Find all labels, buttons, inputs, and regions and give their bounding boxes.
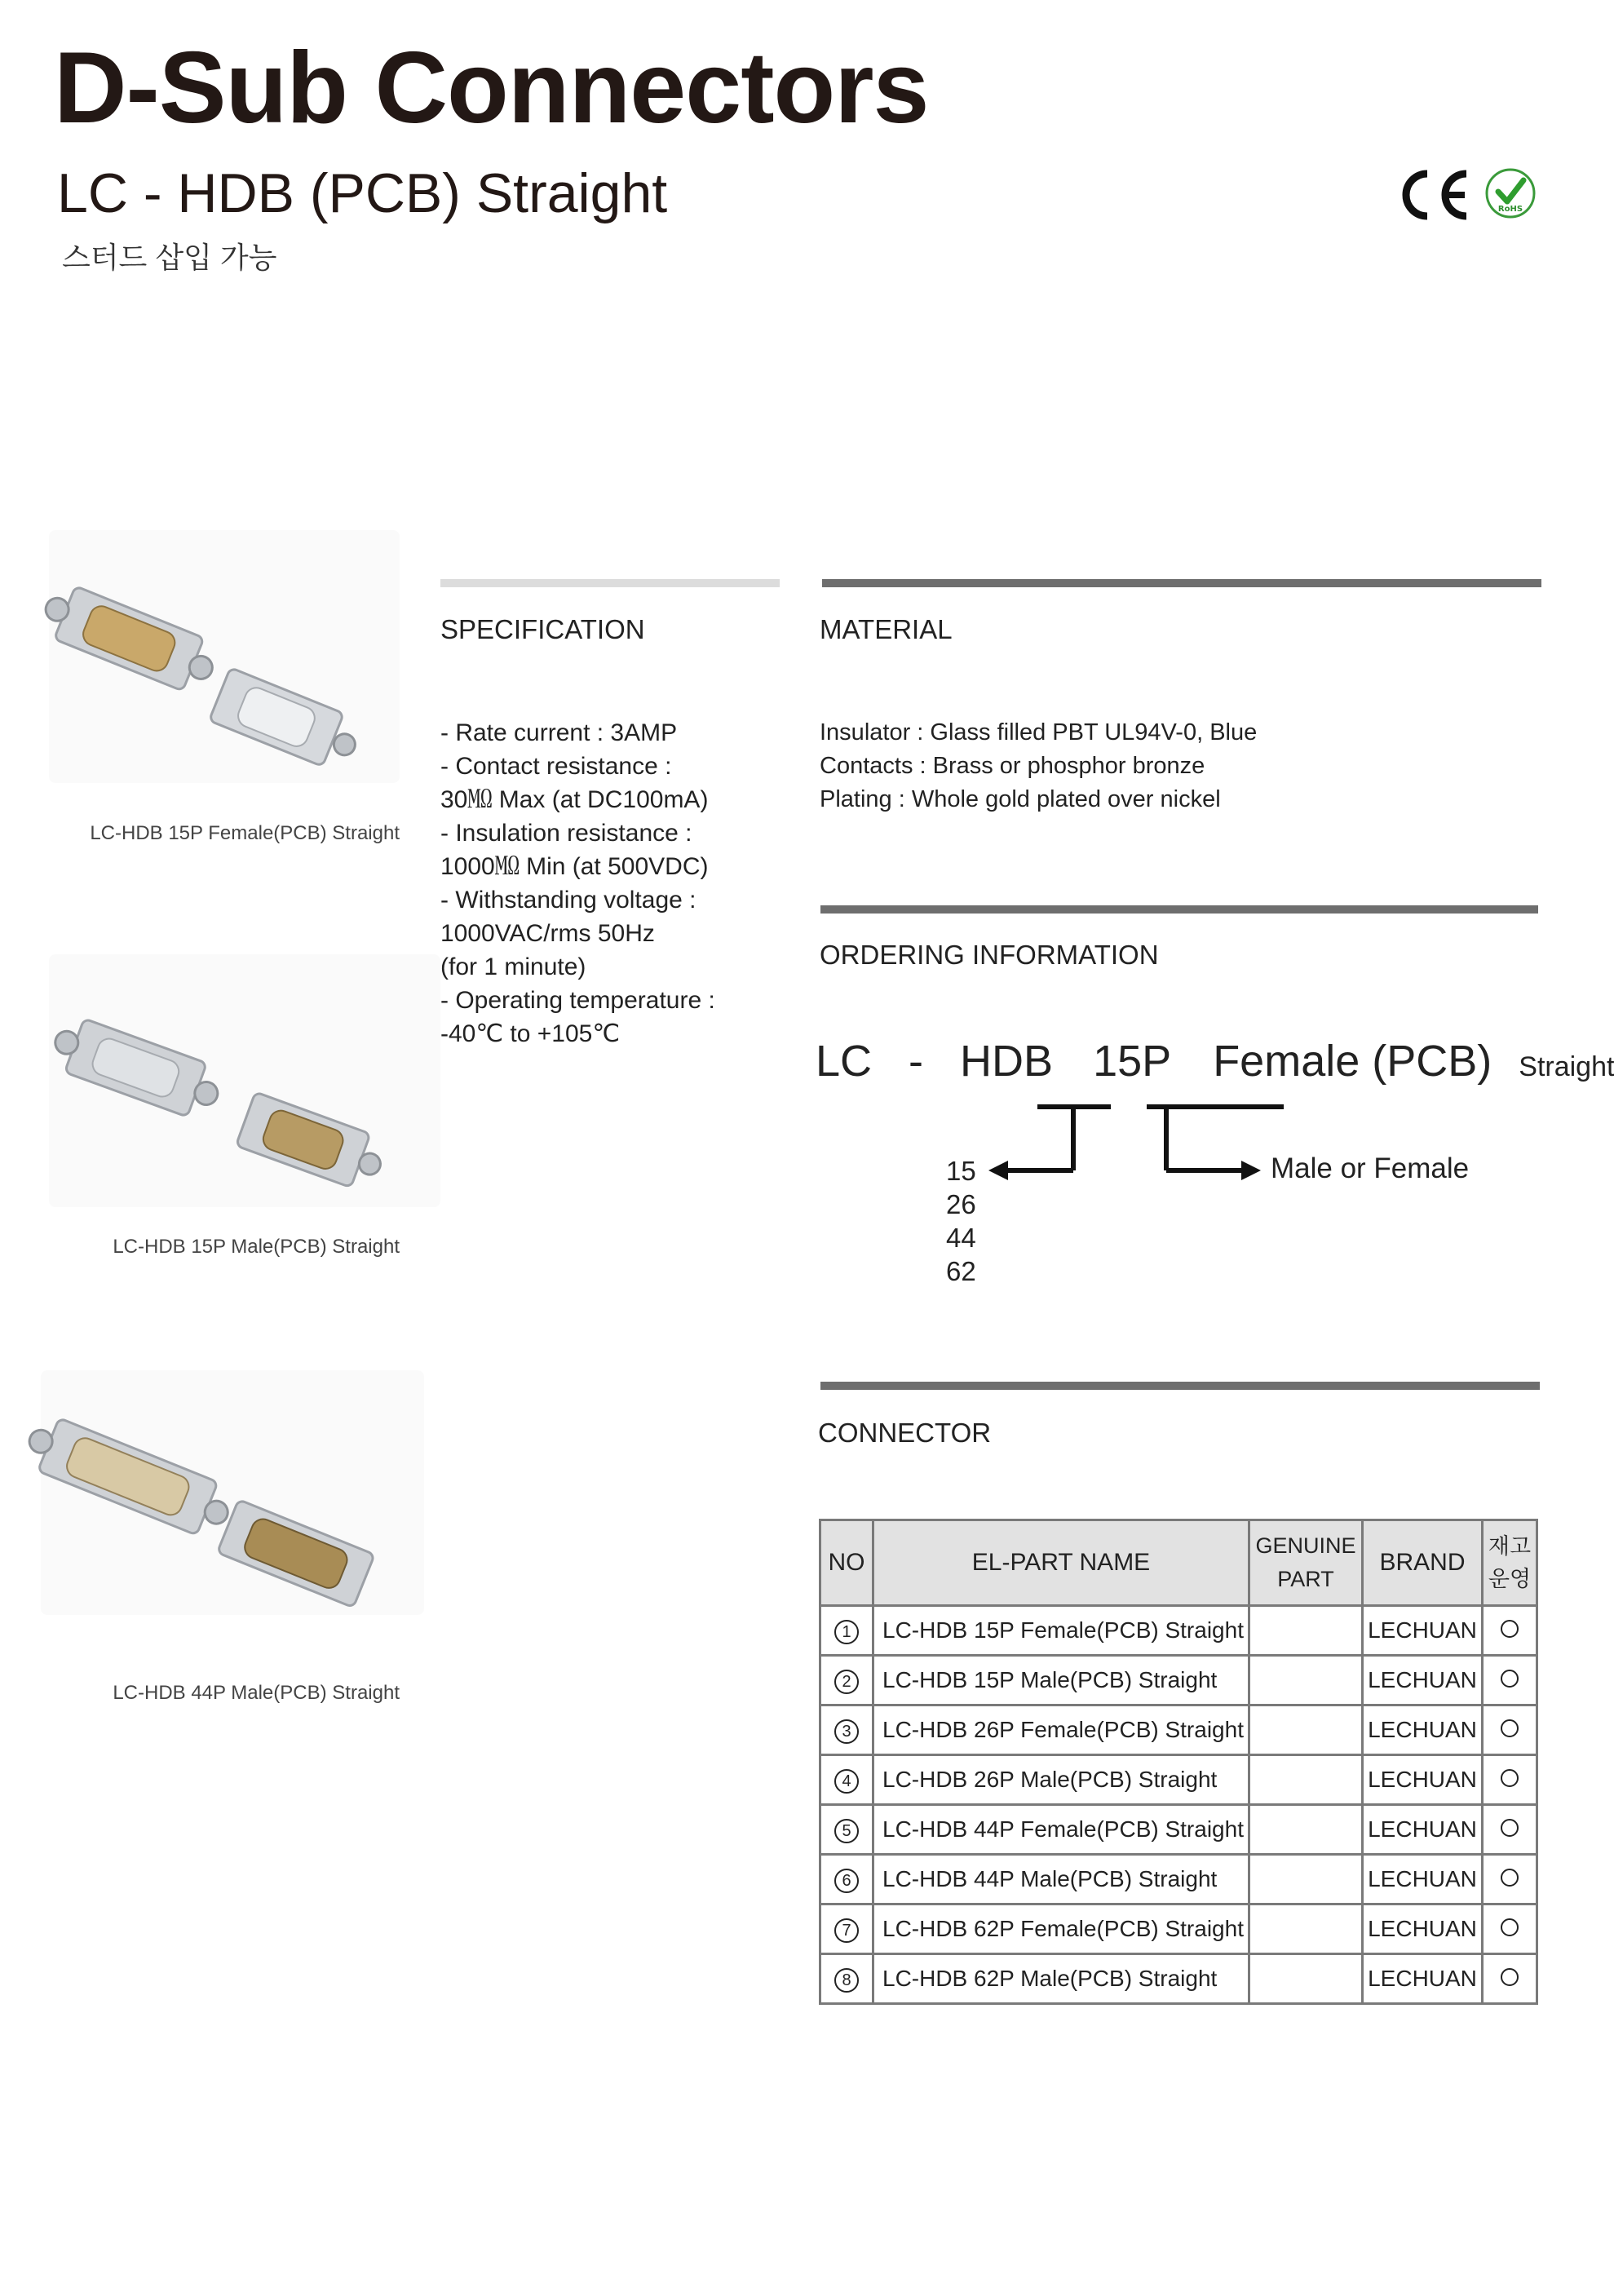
genuine-part-cell xyxy=(1249,1855,1363,1904)
product-image-15p-male xyxy=(49,954,440,1207)
ordering-code xyxy=(816,1036,1614,1086)
pin-option: 62 xyxy=(946,1256,976,1286)
col-header-part-name: EL-PART NAME xyxy=(873,1520,1249,1606)
gender-note: Male or Female xyxy=(1271,1152,1470,1184)
spec-line: (for 1 minute) xyxy=(440,953,586,980)
stock-cell xyxy=(1483,1755,1537,1805)
col-header-operation-line: 운영 xyxy=(1488,1567,1532,1591)
material-line: Insulator : Glass filled PBT UL94V-0, Blue xyxy=(820,719,1258,745)
col-header-genuine-line: GENUINE xyxy=(1255,1533,1356,1558)
col-header-stock xyxy=(1483,1520,1537,1606)
brand-cell: LECHUAN xyxy=(1363,1904,1483,1954)
ordering-heading: ORDERING INFORMATION xyxy=(820,940,1159,970)
table-row xyxy=(820,1904,1537,1954)
stock-circle-icon xyxy=(1501,1918,1519,1936)
divider xyxy=(820,905,1538,914)
product-image-44p-male xyxy=(41,1370,424,1615)
genuine-part-cell xyxy=(1249,1705,1363,1755)
pin-count-options xyxy=(946,1154,976,1288)
stock-cell xyxy=(1483,1656,1537,1705)
product-image-15p-female xyxy=(49,530,400,783)
table-row xyxy=(820,1855,1537,1904)
row-number: 5 xyxy=(820,1805,873,1855)
spec-line: -40℃ to +105℃ xyxy=(440,1020,621,1047)
table-row xyxy=(820,1954,1537,2004)
col-header-genuine-part xyxy=(1249,1520,1363,1606)
material-line: Plating : Whole gold plated over nickel xyxy=(820,786,1221,812)
stock-cell xyxy=(1483,1954,1537,2004)
genuine-part-cell xyxy=(1249,1656,1363,1705)
product-subtitle: LC - HDB (PCB) Straight xyxy=(57,162,668,224)
spec-line: - Withstanding voltage : xyxy=(440,887,696,914)
part-name-cell: LC-HDB 15P Male(PCB) Straight xyxy=(873,1656,1249,1705)
stock-circle-icon xyxy=(1501,1719,1519,1737)
spec-line: 1000㏁ Min (at 500VDC) xyxy=(440,853,709,880)
product-caption: LC-HDB 15P Male(PCB) Straight xyxy=(113,1236,400,1258)
code-prefix: LC xyxy=(816,1037,873,1086)
ce-mark-icon xyxy=(1395,167,1473,232)
specification-list xyxy=(440,716,715,1051)
code-pins: 15P xyxy=(1093,1037,1172,1086)
stud-insert-note: 스터드 삽입 가능 xyxy=(62,241,277,274)
spec-line: 1000VAC/rms 50Hz xyxy=(440,920,655,947)
rohs-mark-icon xyxy=(1484,167,1537,219)
row-number: 2 xyxy=(820,1656,873,1705)
brand-cell: LECHUAN xyxy=(1363,1954,1483,2004)
row-number: 8 xyxy=(820,1954,873,2004)
stock-circle-icon xyxy=(1501,1968,1519,1986)
brand-cell: LECHUAN xyxy=(1363,1705,1483,1755)
brand-cell: LECHUAN xyxy=(1363,1656,1483,1705)
part-name-cell: LC-HDB 26P Male(PCB) Straight xyxy=(873,1755,1249,1805)
genuine-part-cell xyxy=(1249,1904,1363,1954)
pin-option: 15 xyxy=(946,1156,976,1186)
material-line: Contacts : Brass or phosphor bronze xyxy=(820,753,1205,779)
code-style: Straight xyxy=(1519,1051,1614,1082)
col-header-no: NO xyxy=(820,1520,873,1606)
spec-line: - Insulation resistance : xyxy=(440,820,692,847)
pin-option: 26 xyxy=(946,1189,976,1219)
pin-option: 44 xyxy=(946,1223,976,1253)
spec-line: - Rate current : 3AMP xyxy=(440,719,678,746)
connector-table xyxy=(819,1519,1538,2005)
brand-cell: LECHUAN xyxy=(1363,1855,1483,1904)
stock-circle-icon xyxy=(1501,1869,1519,1887)
code-series: HDB xyxy=(960,1037,1054,1086)
table-row xyxy=(820,1656,1537,1705)
part-name-cell: LC-HDB 62P Male(PCB) Straight xyxy=(873,1954,1249,2004)
row-number: 3 xyxy=(820,1705,873,1755)
spec-line: 30㏁ Max (at DC100mA) xyxy=(440,786,709,813)
page-title: D-Sub Connectors xyxy=(54,32,929,144)
genuine-part-cell xyxy=(1249,1606,1363,1656)
row-number: 4 xyxy=(820,1755,873,1805)
material-list xyxy=(820,716,1257,816)
stock-cell xyxy=(1483,1606,1537,1656)
part-name-cell: LC-HDB 26P Female(PCB) Straight xyxy=(873,1705,1249,1755)
stock-cell xyxy=(1483,1805,1537,1855)
stock-circle-icon xyxy=(1501,1620,1519,1638)
table-header-row xyxy=(820,1520,1537,1606)
spec-line: - Operating temperature : xyxy=(440,987,715,1014)
brand-cell: LECHUAN xyxy=(1363,1606,1483,1656)
connector-heading: CONNECTOR xyxy=(818,1418,992,1448)
ordering-connector-arrows xyxy=(979,1097,1305,1195)
table-row xyxy=(820,1606,1537,1656)
part-name-cell: LC-HDB 15P Female(PCB) Straight xyxy=(873,1606,1249,1656)
genuine-part-cell xyxy=(1249,1755,1363,1805)
stock-circle-icon xyxy=(1501,1819,1519,1837)
stock-cell xyxy=(1483,1705,1537,1755)
genuine-part-cell xyxy=(1249,1805,1363,1855)
divider xyxy=(820,1382,1540,1390)
code-dash: - xyxy=(909,1037,924,1086)
stock-circle-icon xyxy=(1501,1769,1519,1787)
col-header-brand: BRAND xyxy=(1363,1520,1483,1606)
divider xyxy=(822,579,1541,587)
row-number: 7 xyxy=(820,1904,873,1954)
part-name-cell: LC-HDB 62P Female(PCB) Straight xyxy=(873,1904,1249,1954)
table-row xyxy=(820,1705,1537,1755)
stock-cell xyxy=(1483,1855,1537,1904)
product-caption: LC-HDB 44P Male(PCB) Straight xyxy=(113,1682,400,1704)
stock-circle-icon xyxy=(1501,1670,1519,1688)
product-caption: LC-HDB 15P Female(PCB) Straight xyxy=(90,822,400,844)
spec-line: - Contact resistance : xyxy=(440,753,672,780)
code-gender: Female (PCB) xyxy=(1213,1037,1492,1086)
brand-cell: LECHUAN xyxy=(1363,1805,1483,1855)
brand-cell: LECHUAN xyxy=(1363,1755,1483,1805)
rohs-logo-text: RoHS xyxy=(1497,205,1523,214)
table-row xyxy=(820,1755,1537,1805)
ce-logo xyxy=(1395,167,1473,223)
table-row xyxy=(820,1805,1537,1855)
col-header-stock-line: 재고 xyxy=(1488,1534,1532,1559)
col-header-part-line: PART xyxy=(1277,1567,1334,1591)
material-heading: MATERIAL xyxy=(820,614,953,644)
divider xyxy=(440,579,780,587)
row-number: 6 xyxy=(820,1855,873,1904)
part-name-cell: LC-HDB 44P Female(PCB) Straight xyxy=(873,1805,1249,1855)
specification-heading: SPECIFICATION xyxy=(440,614,645,644)
row-number: 1 xyxy=(820,1606,873,1656)
genuine-part-cell xyxy=(1249,1954,1363,2004)
stock-cell xyxy=(1483,1904,1537,1954)
part-name-cell: LC-HDB 44P Male(PCB) Straight xyxy=(873,1855,1249,1904)
